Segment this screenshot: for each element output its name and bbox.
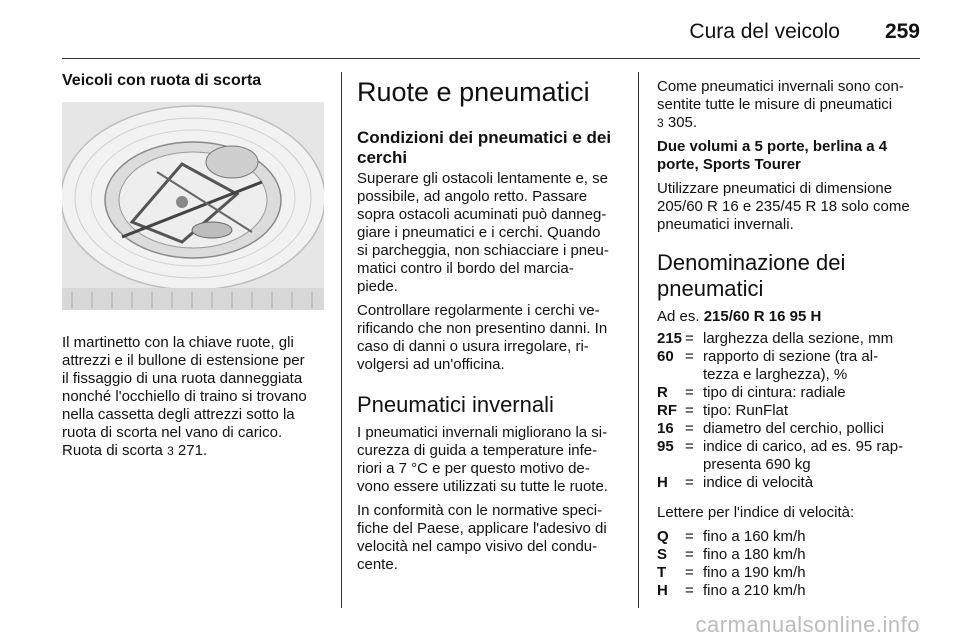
list-item	[657, 384, 903, 402]
def-eq: =	[685, 474, 694, 491]
def-value: larghezza della sezione, mm	[703, 330, 894, 347]
speed-intro: Lettere per l'indice di velocità:	[657, 504, 855, 521]
paragraph-check-rims	[357, 302, 621, 374]
list-item	[657, 564, 806, 582]
text-line: matici contro il bordo del marcia-	[357, 260, 574, 277]
chapter-title: Ruote e pneumatici	[357, 77, 590, 107]
ref-page-link[interactable]: 305.	[667, 114, 698, 131]
subheading-body-types	[657, 138, 923, 174]
example-line	[657, 308, 923, 326]
text-line: giare i pneumatici e i cerchi. Quando	[357, 224, 601, 241]
text-line: sentite tutte le misure di pneumatici	[657, 96, 893, 113]
text-line: tezza e larghezza), %	[703, 366, 848, 383]
text-line: piede.	[357, 278, 398, 295]
text-line: si parcheggia, non schiacciare i pneu-	[357, 242, 609, 259]
spare-wheel-icon	[62, 102, 324, 310]
list-item	[657, 528, 806, 546]
text-line: attrezzi e il bullone di estensione per	[62, 352, 305, 369]
ref-text: Ruota di scorta	[62, 442, 163, 459]
paragraph-winter-dimension	[657, 180, 923, 234]
column-2	[357, 72, 621, 580]
text-line: sopra ostacoli acuminati può danneg-	[357, 206, 607, 223]
list-item	[657, 330, 903, 348]
column-divider	[638, 72, 639, 608]
def-eq: =	[685, 438, 694, 455]
def-eq: =	[685, 420, 694, 437]
text-line: presenta 690 kg	[703, 456, 811, 473]
paragraph-winter-sizes	[657, 78, 923, 132]
def-key: H	[657, 474, 668, 491]
text-line: Denominazione dei	[657, 250, 846, 275]
ref-page-link[interactable]: 271.	[177, 442, 208, 459]
def-eq: =	[685, 528, 694, 545]
list-item	[657, 438, 903, 474]
text-line: riori a 7 °C e per questo motivo de-	[357, 460, 590, 477]
def-key: 60	[657, 348, 674, 365]
def-key: RF	[657, 402, 677, 419]
text-line: 205/60 R 16 e 235/45 R 18 solo come	[657, 198, 910, 215]
def-key: 95	[657, 438, 674, 455]
def-value: indice di velocità	[703, 474, 814, 491]
text-line: possibile, ad angolo retto. Passare	[357, 188, 588, 205]
paragraph-toolkit	[62, 334, 324, 460]
list-item	[657, 402, 903, 420]
speed-value: fino a 180 km/h	[703, 546, 806, 563]
text-line: fiche del Paese, applicare l'adesivo di	[357, 520, 607, 537]
text-line: pneumatici	[657, 276, 764, 301]
cross-reference-icon: 3	[657, 116, 664, 130]
def-eq: =	[685, 384, 694, 401]
page-header	[0, 14, 960, 54]
column-3	[657, 78, 923, 608]
spare-wheel-toolkit-illustration	[62, 102, 324, 310]
text-line: Controllare regolarmente i cerchi ve-	[357, 302, 600, 319]
paragraph-winter	[357, 424, 621, 496]
speed-key: H	[657, 582, 668, 599]
paragraph-speed-sticker	[357, 502, 621, 574]
text-line: pneumatici invernali.	[657, 216, 794, 233]
list-item	[657, 582, 806, 600]
text-line: nella cassetta degli attrezzi sotto la	[62, 406, 295, 423]
text-line: il fissaggio di una ruota danneggiata	[62, 370, 303, 387]
def-value: tipo: RunFlat	[703, 402, 789, 419]
text-line: rapporto di sezione (tra al-	[703, 348, 879, 365]
heading-spare-wheel: Veicoli con ruota di scorta	[62, 72, 262, 89]
heading-tyre-designation	[657, 250, 923, 302]
def-key: 215	[657, 330, 683, 347]
def-eq: =	[685, 330, 694, 347]
designation-definitions	[657, 330, 903, 492]
def-eq: =	[685, 564, 694, 581]
example-label: Ad es.	[657, 308, 700, 325]
speed-key: S	[657, 546, 668, 563]
list-item	[657, 348, 903, 384]
def-eq: =	[685, 546, 694, 563]
def-value	[703, 348, 903, 384]
section-title: Cura del veicolo	[689, 20, 840, 43]
speed-value: fino a 210 km/h	[703, 582, 806, 599]
def-value: diametro del cerchio, pollici	[703, 420, 884, 437]
text-line: indice di carico, ad es. 95 rap-	[703, 438, 904, 455]
speed-key: T	[657, 564, 667, 581]
cross-reference-icon: 3	[167, 444, 174, 458]
speed-key: Q	[657, 528, 669, 545]
header-rule	[62, 58, 920, 59]
text-line: Il martinetto con la chiave ruote, gli	[62, 334, 294, 351]
column-divider	[341, 72, 342, 608]
text-line: Superare gli ostacoli lentamente e, se	[357, 170, 608, 187]
text-line: curezza di guida a temperature infe-	[357, 442, 598, 459]
text-line: cente.	[357, 556, 398, 573]
list-item	[657, 420, 903, 438]
list-item	[657, 474, 903, 492]
text-line: nonché l'occhiello di traino si trovano	[62, 388, 307, 405]
def-value	[703, 438, 903, 474]
def-value: tipo di cintura: radiale	[703, 384, 846, 401]
speed-value: fino a 190 km/h	[703, 564, 806, 581]
text-line: velocità nel campo visivo del condu-	[357, 538, 598, 555]
speed-value: fino a 160 km/h	[703, 528, 806, 545]
text-line: volgersi ad un'officina.	[357, 356, 505, 373]
watermark: carmanualsonline.info	[695, 612, 920, 637]
text-line: Due volumi a 5 porte, berlina a 4	[657, 138, 888, 155]
page-number: 259	[884, 20, 920, 43]
subheading-conditions: Condizioni dei pneumatici e dei cerchi	[357, 128, 612, 167]
column-1	[62, 72, 324, 466]
heading-winter-tyres: Pneumatici invernali	[357, 392, 554, 417]
list-item	[657, 546, 806, 564]
text-line: caso di danni o usura irregolare, ri-	[357, 338, 589, 355]
speed-index-table	[657, 528, 806, 600]
text-line: I pneumatici invernali migliorano la si-	[357, 424, 608, 441]
text-line: porte, Sports Tourer	[657, 156, 801, 173]
def-eq: =	[685, 582, 694, 599]
text-line: ruota di scorta nel vano di carico.	[62, 424, 283, 441]
text-line: rificando che non presentino danni. In	[357, 320, 608, 337]
example-code: 215/60 R 16 95 H	[703, 308, 822, 325]
def-key: R	[657, 384, 668, 401]
text-line: In conformità con le normative speci-	[357, 502, 603, 519]
text-line: Come pneumatici invernali sono con-	[657, 78, 904, 95]
text-line: Utilizzare pneumatici di dimensione	[657, 180, 893, 197]
paragraph-obstacles	[357, 170, 621, 296]
text-line: vono essere utilizzati su tutte le ruote.	[357, 478, 608, 495]
def-key: 16	[657, 420, 674, 437]
def-eq: =	[685, 348, 694, 365]
def-eq: =	[685, 402, 694, 419]
